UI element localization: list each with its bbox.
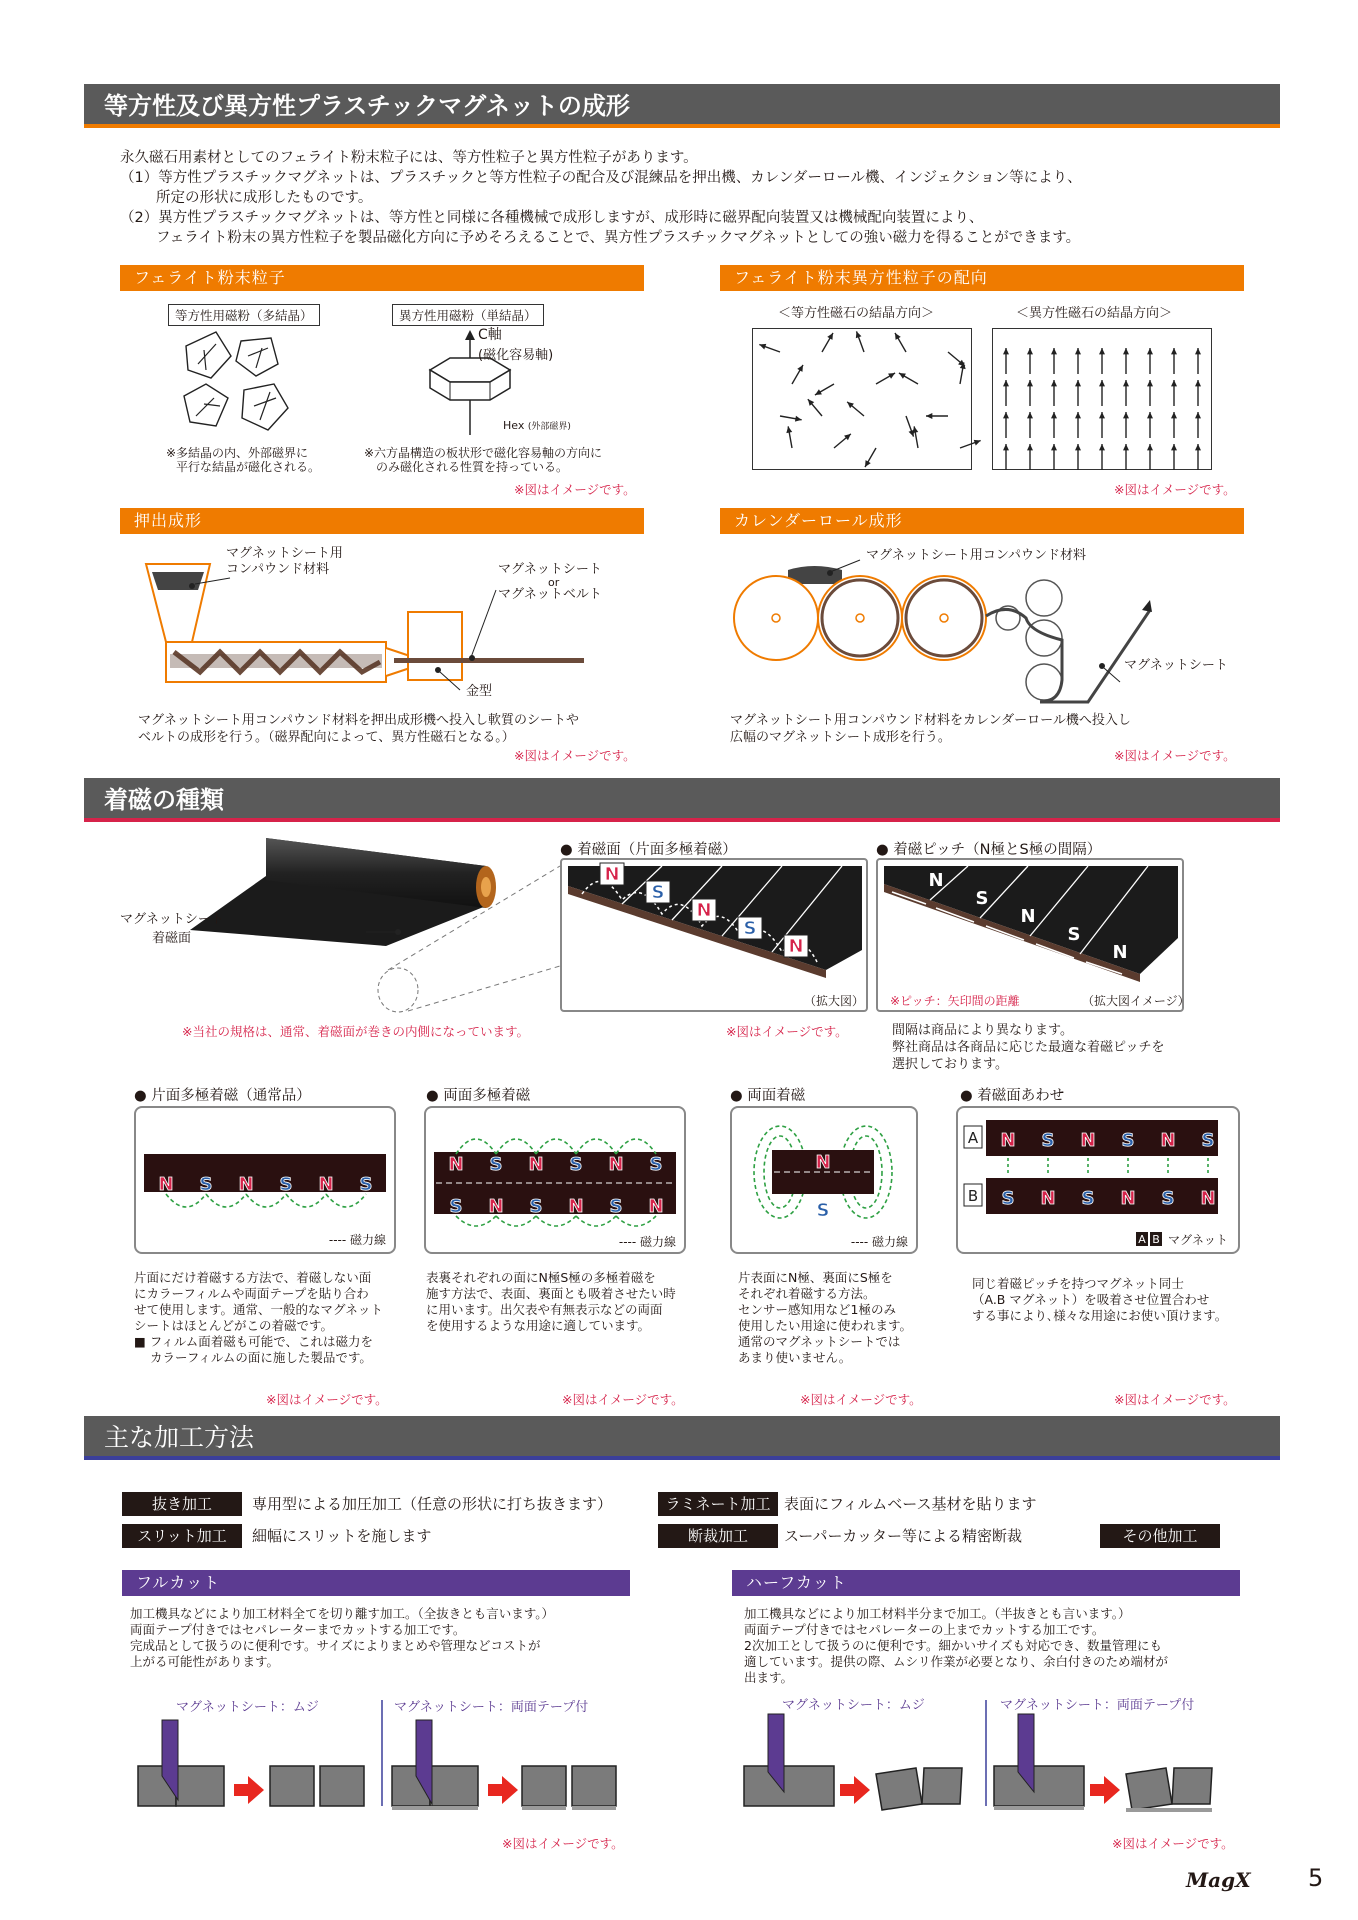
desc-line: 適しています。提供の際、ムシリ作業が必要となり、余白付きのため端材が: [744, 1654, 1169, 1669]
single-pole-label: S: [359, 1174, 373, 1195]
desc-line: 加工機具などにより加工材料半分まで加工。（半抜きとも言います。）: [744, 1606, 1131, 1621]
field-line: [456, 1216, 496, 1226]
desc-line: 加工機具などにより加工材料全てを切り離す加工。（全抜きとも言います。）: [130, 1606, 555, 1621]
pitch-note: ※ピッチ：矢印間の距離: [890, 994, 1020, 1008]
image-note: ※図はイメージです。: [502, 1836, 624, 1851]
image-note: ※図はイメージです。: [726, 1024, 848, 1039]
tag-cutting-desc: スーパーカッター等による精密断裁: [784, 1527, 1023, 1545]
double-top-pole: N: [528, 1154, 544, 1175]
double-top-pole: N: [608, 1154, 624, 1175]
note-poly-1: ※多結晶の内、外部磁界に: [166, 446, 309, 460]
desc-line: 両面テープ付きではセパレーターの上までカットする加工です。: [744, 1622, 1105, 1637]
desc-line: あまり使いません。: [738, 1350, 852, 1365]
both-top-pole: N: [815, 1152, 831, 1173]
desc-line: シートはほとんどがこの着磁です。: [134, 1318, 334, 1333]
field-line: [496, 1139, 536, 1154]
c-axis-label: C軸: [478, 327, 502, 343]
die-label: 金型: [466, 684, 493, 699]
desc-line: 選択しております。: [892, 1057, 1008, 1072]
fullcut-desc: [130, 1606, 554, 1670]
iso-powder-label: 等方性用磁粉（多結晶）: [168, 304, 320, 326]
desc-line: 両面テープ付きではセパレーターまでカットする加工です。: [130, 1622, 466, 1637]
row-a-pole: S: [1041, 1130, 1055, 1151]
row-a-pole: S: [1201, 1130, 1215, 1151]
desc-line: にカラーフィルムや両面テープを貼り合わ: [134, 1286, 369, 1301]
row-b-pole: S: [1081, 1188, 1095, 1209]
desc-line: 間隔は商品により異なります。: [892, 1023, 1073, 1038]
note-hex-2: のみ磁化される性質を持っている。: [376, 460, 569, 474]
intro-line: フェライト粉末の異方性粒子を製品磁化方向に予めそろえることで、異方性プラスチックマグネットとしての強い磁力を得ることができます。: [156, 230, 1081, 246]
double-top-pole: S: [489, 1154, 503, 1175]
type-both-title: ● 両面着磁: [730, 1088, 806, 1104]
type-mating-title: ● 着磁面あわせ: [960, 1088, 1065, 1104]
extrusion-desc: [138, 712, 579, 746]
desc-line: ■ フィルム面着磁も可能で、これは磁力を: [134, 1334, 374, 1349]
compound-label-2: コンパウンド材料: [226, 562, 330, 577]
legend-b: B: [1152, 1233, 1160, 1246]
desc-line: それぞれ着磁する方法。: [738, 1286, 876, 1301]
fullcut-bar: フルカット: [122, 1570, 630, 1596]
single-pole-label: S: [199, 1174, 213, 1195]
calender-desc: [730, 712, 1131, 746]
pitch-title: ● 着磁ピッチ（N極とS極の間隔）: [876, 842, 1102, 858]
double-bottom-pole: S: [609, 1196, 623, 1217]
halfcut-plain-label: マグネットシート：ムジ: [782, 1698, 925, 1713]
label-a: A: [967, 1129, 979, 1147]
single-pole-label: N: [238, 1174, 254, 1195]
desc-line: する事により､様々な用途にお使い頂けます。: [972, 1308, 1228, 1323]
single-desc: [134, 1270, 383, 1366]
intro-line: 永久磁石用素材としてのフェライト粉末粒子には、等方性粒子と異方性粒子があります。: [120, 150, 698, 166]
desc-line: 表裏それぞれの面にN極S極の多極着磁を: [426, 1270, 656, 1285]
desc-line: 片面にだけ着磁する方法で、着磁しない面: [134, 1270, 372, 1285]
double-bottom-pole: S: [529, 1196, 543, 1217]
type-double-title: ● 両面多極着磁: [426, 1088, 531, 1104]
sheet-or: or: [548, 576, 560, 589]
face-zoom-diagram: [562, 860, 866, 1010]
tag-cutting: 断裁加工: [658, 1524, 778, 1548]
desc-line: （A.B マグネット）を吸着させ位置合わせ: [972, 1292, 1210, 1307]
hex-label: [503, 418, 571, 435]
section-title-molding: 等方性及び異方性プラスチックマグネットの成形: [84, 84, 1280, 128]
row-a-pole: N: [1000, 1130, 1016, 1151]
single-pole-label: N: [318, 1174, 334, 1195]
pitch-caption: （拡大図イメージ）: [1082, 994, 1190, 1008]
ferrite-bar: フェライト粉末粒子: [120, 265, 644, 291]
page-number: 5: [1308, 1864, 1324, 1892]
field-legend: ---- 磁力線: [618, 1235, 676, 1249]
image-note: ※図はイメージです。: [1114, 1392, 1236, 1407]
hex-text: Hex: [503, 419, 525, 432]
face-caption: （拡大図）: [804, 994, 865, 1008]
pole-label: S: [651, 882, 665, 903]
note-hex-1: ※六方晶構造の板状形で磁化容易軸の方向に: [364, 446, 603, 460]
tag-laminate-desc: 表面にフィルムベース基材を貼ります: [784, 1495, 1037, 1513]
double-top-pole: S: [569, 1154, 583, 1175]
iso-direction-label: ＜等方性磁石の結晶方向＞: [778, 306, 935, 321]
c-axis-sub: (磁化容易軸): [478, 348, 554, 363]
image-note: ※図はイメージです。: [1114, 482, 1236, 497]
desc-line: カラーフィルムの面に施した製品です。: [150, 1350, 372, 1365]
pole-label: S: [743, 918, 757, 939]
desc-line: マグネットシート用コンパウンド材料を押出成形機へ投入し軟質のシートや: [138, 713, 579, 728]
mating-diagram: [958, 1108, 1238, 1252]
field-line: [616, 1139, 656, 1154]
pole-label: N: [788, 936, 804, 957]
row-b-pole: S: [1001, 1188, 1015, 1209]
image-note: ※図はイメージです。: [514, 482, 636, 497]
pole-label: N: [696, 900, 712, 921]
single-pole-label: N: [158, 1174, 174, 1195]
tag-punching-desc: 専用型による加圧加工（任意の形状に打ち抜きます）: [252, 1495, 613, 1513]
desc-line: 同じ着磁ピッチを持つマグネット同士: [972, 1276, 1184, 1291]
image-note: ※図はイメージです。: [1114, 748, 1236, 763]
field-line: [166, 1194, 206, 1207]
pitch-pole-label: N: [1112, 942, 1128, 963]
pitch-pole-label: S: [975, 888, 989, 909]
field-line: [616, 1216, 656, 1226]
arrow-head: [974, 440, 981, 446]
field-legend: ---- 磁力線: [328, 1233, 386, 1247]
desc-line: センサー感知用など1極のみ: [738, 1302, 896, 1317]
label-b: B: [967, 1187, 979, 1205]
halfcut-bar: ハーフカット: [732, 1570, 1240, 1596]
pitch-desc: [892, 1022, 1164, 1073]
row-a-pole: S: [1121, 1130, 1135, 1151]
note-poly-2: 平行な結晶が磁化される。: [176, 460, 321, 474]
roll-note: ※当社の規格は、通常、着磁面が巻きの内側になっています。: [182, 1024, 529, 1039]
iso-orientation-diagram: [752, 328, 972, 470]
row-b-pole: N: [1120, 1188, 1136, 1209]
section-title-processing: 主な加工方法: [84, 1416, 1280, 1460]
both-face-diagram: [732, 1108, 916, 1252]
calender-sheet-label: マグネットシート: [1124, 658, 1228, 673]
pole-label: N: [604, 864, 620, 885]
sheet-label-2: マグネットベルト: [498, 587, 602, 602]
compound-label-1: マグネットシート用: [226, 546, 343, 561]
magx-logo: MagX: [1186, 1868, 1251, 1892]
calender-diagram: [730, 540, 1250, 710]
double-multipole-diagram: [426, 1108, 684, 1252]
aniso-orientation-diagram: [992, 328, 1212, 470]
hex-sub-text: (外部磁界): [527, 422, 571, 432]
type-single-title: ● 片面多極着磁（通常品）: [134, 1088, 311, 1104]
desc-line: 施す方法で、表面、裏面とも吸着させたい時: [426, 1286, 676, 1301]
aniso-direction-label: ＜異方性磁石の結晶方向＞: [1016, 306, 1173, 321]
both-desc: [738, 1270, 912, 1366]
halfcut-tape-label: マグネットシート：両面テープ付: [1000, 1698, 1195, 1713]
fullcut-plain-label: マグネットシート：ムジ: [176, 1700, 319, 1715]
roll-label-face: 着磁面: [152, 931, 192, 946]
image-note: ※図はイメージです。: [266, 1392, 388, 1407]
desc-line: 出ます。: [744, 1670, 794, 1685]
legend-magnet: マグネット: [1168, 1233, 1228, 1247]
image-note: ※図はイメージです。: [1112, 1836, 1234, 1851]
single-pole-label: S: [279, 1174, 293, 1195]
tag-other: その他加工: [1100, 1524, 1220, 1548]
field-line: [456, 1139, 496, 1154]
field-line: [286, 1194, 326, 1207]
pitch-pole-label: N: [928, 870, 944, 891]
desc-line: 弊社商品は各商品に応じた最適な着磁ピッチを: [892, 1040, 1165, 1055]
double-desc: [426, 1270, 676, 1334]
image-note: ※図はイメージです。: [514, 748, 636, 763]
fullcut-tape-label: マグネットシート：両面テープ付: [394, 1700, 589, 1715]
both-bottom-pole: S: [816, 1200, 830, 1221]
desc-line: 完成品として扱うのに便利です。サイズによりまとめや管理などコストが: [130, 1638, 541, 1653]
double-bottom-pole: N: [648, 1196, 664, 1217]
intro-line: （2）異方性プラスチックマグネットは、等方性と同様に各種機械で成形しますが、成形時に磁界配向装置又は機械配向装置により、: [120, 210, 984, 226]
tag-slit: スリット加工: [122, 1524, 242, 1548]
field-legend: ---- 磁力線: [850, 1235, 908, 1249]
row-b-pole: N: [1200, 1188, 1216, 1209]
image-note: ※図はイメージです。: [562, 1392, 684, 1407]
roll-label-sheet: マグネットシート: [120, 912, 224, 927]
halfcut-desc: [744, 1606, 1168, 1686]
field-line: [576, 1139, 616, 1154]
legend-a: A: [1138, 1233, 1146, 1246]
field-line: [496, 1216, 536, 1226]
desc-line: 片表面にN極、裏面にS極を: [738, 1270, 893, 1285]
desc-line: 2次加工として扱うのに便利です。細かいサイズも対応でき、数量管理にも: [744, 1638, 1162, 1653]
intro-line: 所定の形状に成形したものです。: [156, 190, 373, 206]
sheet-label-1: マグネットシート: [498, 562, 602, 577]
desc-line: マグネットシート用コンパウンド材料をカレンダーロール機へ投入し: [730, 713, 1131, 728]
halfcut-diagram: [740, 1696, 1250, 1816]
row-a-pole: N: [1080, 1130, 1096, 1151]
row-b-pole: N: [1040, 1188, 1056, 1209]
mating-desc: [972, 1276, 1227, 1324]
tag-punching: 抜き加工: [122, 1492, 242, 1516]
desc-line: 使用したい用途に使われます。: [738, 1318, 913, 1333]
aniso-powder-label: 異方性用磁粉（単結晶）: [392, 304, 544, 326]
intro-line: （1）等方性プラスチックマグネットは、プラスチックと等方性粒子の配合及び混練品を押出機、カレンダーロール機、インジェクション等により、: [120, 170, 1082, 186]
field-line: [576, 1216, 616, 1226]
orientation-bar: フェライト粉末異方性粒子の配向: [720, 265, 1244, 291]
field-line: [206, 1194, 246, 1207]
field-line: [246, 1194, 286, 1207]
image-note: ※図はイメージです。: [800, 1392, 922, 1407]
pitch-pole-label: S: [1067, 924, 1081, 945]
single-multipole-diagram: [136, 1108, 394, 1252]
double-top-pole: S: [649, 1154, 663, 1175]
calender-compound-label: マグネットシート用コンパウンド材料: [866, 548, 1086, 563]
tag-slit-desc: 細幅にスリットを施します: [252, 1527, 432, 1545]
desc-line: 広幅のマグネットシート成形を行う。: [730, 730, 951, 745]
field-line: [326, 1194, 366, 1207]
intro-text: [120, 148, 1250, 248]
desc-line: に用います。出欠表や有無表示などの両面: [426, 1302, 663, 1317]
double-bottom-pole: N: [488, 1196, 504, 1217]
desc-line: を使用するような用途に適しています。: [426, 1318, 651, 1333]
double-bottom-pole: N: [568, 1196, 584, 1217]
tag-laminate: ラミネート加工: [658, 1492, 778, 1516]
calender-bar: カレンダーロール成形: [720, 508, 1244, 534]
row-b-pole: S: [1161, 1188, 1175, 1209]
desc-line: 通常のマグネットシートでは: [738, 1334, 901, 1349]
pitch-zoom-diagram: [878, 860, 1182, 1010]
fullcut-diagram: [130, 1696, 640, 1816]
pitch-pole-label: N: [1020, 906, 1036, 927]
double-bottom-pole: S: [449, 1196, 463, 1217]
field-line: [536, 1139, 576, 1154]
desc-line: ベルトの成形を行う。（磁界配向によって、異方性磁石となる。）: [138, 730, 515, 745]
desc-line: 上がる可能性があります。: [130, 1654, 280, 1669]
face-title: ● 着磁面（片面多極着磁）: [560, 842, 737, 858]
extrusion-bar: 押出成形: [120, 508, 644, 534]
double-top-pole: N: [448, 1154, 464, 1175]
desc-line: せて使用します。通常、一般的なマグネット: [134, 1302, 383, 1317]
section-title-magnetization: 着磁の種類: [84, 778, 1280, 822]
row-a-pole: N: [1160, 1130, 1176, 1151]
field-line: [536, 1216, 576, 1226]
polycrystal-icon: [176, 326, 306, 436]
